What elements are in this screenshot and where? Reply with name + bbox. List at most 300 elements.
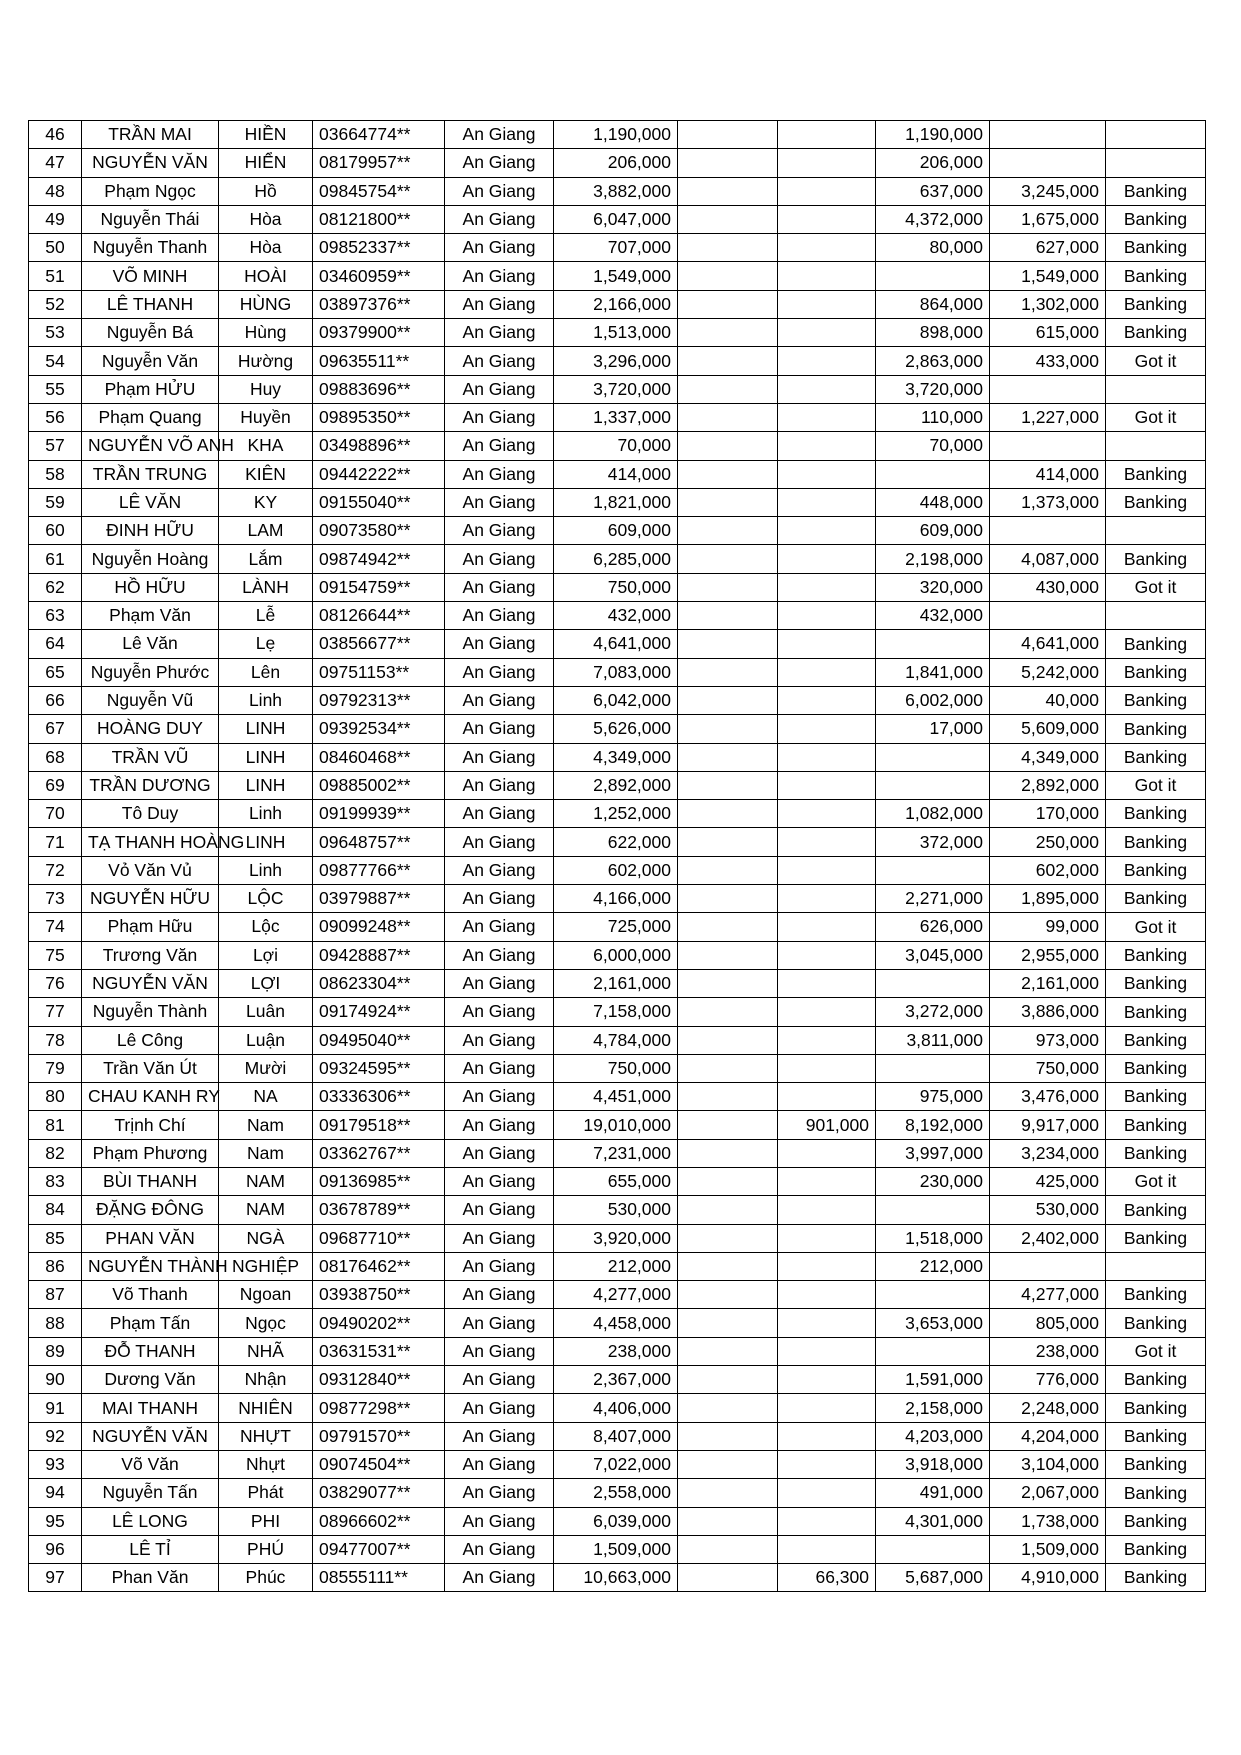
province-cell: An Giang (445, 1111, 554, 1139)
row-number-cell: 53 (29, 319, 82, 347)
first-name-cell: Hòa (219, 234, 313, 262)
table-row (29, 800, 1206, 828)
row-number-cell: 93 (29, 1450, 82, 1478)
row-number-cell: 57 (29, 432, 82, 460)
last-name-cell: HOÀNG DUY (82, 715, 219, 743)
last-name-cell: LÊ THANH (82, 290, 219, 318)
amount-col-2-cell (778, 121, 876, 149)
last-name-cell: Lê Văn (82, 630, 219, 658)
amount-col-2-cell (778, 630, 876, 658)
table-row (29, 149, 1206, 177)
province-cell: An Giang (445, 1083, 554, 1111)
last-name-cell: LÊ LONG (82, 1507, 219, 1535)
total-amount-cell: 622,000 (554, 828, 678, 856)
table-row (29, 1309, 1206, 1337)
amount-col-2-cell (778, 913, 876, 941)
row-number-cell: 78 (29, 1026, 82, 1054)
amount-col-1-cell (678, 573, 778, 601)
last-name-cell: NGUYỄN VĂN (82, 1422, 219, 1450)
amount-col-2-cell (778, 1196, 876, 1224)
row-number-cell: 86 (29, 1252, 82, 1280)
table-row (29, 460, 1206, 488)
amount-col-3-cell: 2,158,000 (876, 1394, 990, 1422)
amount-col-4-cell: 805,000 (990, 1309, 1106, 1337)
amount-col-4-cell: 1,373,000 (990, 488, 1106, 516)
province-cell: An Giang (445, 290, 554, 318)
province-cell: An Giang (445, 347, 554, 375)
total-amount-cell: 7,231,000 (554, 1139, 678, 1167)
amount-col-4-cell: 3,476,000 (990, 1083, 1106, 1111)
amount-col-2-cell (778, 1083, 876, 1111)
table-row (29, 1394, 1206, 1422)
payment-method-cell: Banking (1106, 1224, 1206, 1252)
phone-cell: 03362767** (313, 1139, 445, 1167)
amount-col-4-cell: 627,000 (990, 234, 1106, 262)
amount-col-4-cell: 2,955,000 (990, 941, 1106, 969)
payment-method-cell: Banking (1106, 1281, 1206, 1309)
payment-method-cell: Banking (1106, 545, 1206, 573)
first-name-cell: NGHIỆP (219, 1252, 313, 1280)
last-name-cell: ĐINH HỮU (82, 517, 219, 545)
amount-col-4-cell (990, 602, 1106, 630)
first-name-cell: Nhựt (219, 1450, 313, 1478)
row-number-cell: 76 (29, 969, 82, 997)
phone-cell: 09477007** (313, 1535, 445, 1563)
amount-col-1-cell (678, 885, 778, 913)
amount-col-4-cell: 9,917,000 (990, 1111, 1106, 1139)
amount-col-3-cell: 3,720,000 (876, 375, 990, 403)
first-name-cell: NHÃ (219, 1337, 313, 1365)
total-amount-cell: 5,626,000 (554, 715, 678, 743)
last-name-cell: TRẦN TRUNG (82, 460, 219, 488)
amount-col-4-cell: 238,000 (990, 1337, 1106, 1365)
last-name-cell: Phạm Tấn (82, 1309, 219, 1337)
first-name-cell: LỢI (219, 969, 313, 997)
last-name-cell: Phạm Quang (82, 403, 219, 431)
province-cell: An Giang (445, 686, 554, 714)
amount-col-3-cell: 80,000 (876, 234, 990, 262)
total-amount-cell: 8,407,000 (554, 1422, 678, 1450)
last-name-cell: Nguyễn Thanh (82, 234, 219, 262)
amount-col-3-cell: 609,000 (876, 517, 990, 545)
first-name-cell: KHA (219, 432, 313, 460)
table-row (29, 1337, 1206, 1365)
amount-col-1-cell (678, 1196, 778, 1224)
table-row (29, 998, 1206, 1026)
row-number-cell: 60 (29, 517, 82, 545)
total-amount-cell: 238,000 (554, 1337, 678, 1365)
table-row (29, 234, 1206, 262)
payment-method-cell: Banking (1106, 205, 1206, 233)
amount-col-1-cell (678, 1450, 778, 1478)
first-name-cell: LAM (219, 517, 313, 545)
phone-cell: 09099248** (313, 913, 445, 941)
total-amount-cell: 4,451,000 (554, 1083, 678, 1111)
amount-col-3-cell (876, 262, 990, 290)
row-number-cell: 59 (29, 488, 82, 516)
province-cell: An Giang (445, 1139, 554, 1167)
payment-method-cell: Banking (1106, 941, 1206, 969)
amount-col-1-cell (678, 630, 778, 658)
table-row (29, 573, 1206, 601)
phone-cell: 09490202** (313, 1309, 445, 1337)
payment-method-cell: Banking (1106, 262, 1206, 290)
province-cell: An Giang (445, 460, 554, 488)
amount-col-1-cell (678, 432, 778, 460)
row-number-cell: 87 (29, 1281, 82, 1309)
amount-col-4-cell: 1,302,000 (990, 290, 1106, 318)
amount-col-3-cell: 2,863,000 (876, 347, 990, 375)
amount-col-3-cell (876, 969, 990, 997)
amount-col-2-cell (778, 1366, 876, 1394)
payment-method-cell: Got it (1106, 403, 1206, 431)
amount-col-1-cell (678, 1026, 778, 1054)
table-row (29, 602, 1206, 630)
last-name-cell: TRẦN VŨ (82, 743, 219, 771)
amount-col-4-cell: 2,067,000 (990, 1479, 1106, 1507)
province-cell: An Giang (445, 800, 554, 828)
amount-col-1-cell (678, 234, 778, 262)
payment-method-cell: Got it (1106, 1167, 1206, 1195)
first-name-cell: Huy (219, 375, 313, 403)
row-number-cell: 55 (29, 375, 82, 403)
last-name-cell: Nguyễn Thành (82, 998, 219, 1026)
amount-col-2-cell (778, 1507, 876, 1535)
last-name-cell: Phan Văn (82, 1564, 219, 1592)
row-number-cell: 83 (29, 1167, 82, 1195)
first-name-cell: HIỂN (219, 149, 313, 177)
amount-col-4-cell: 1,549,000 (990, 262, 1106, 290)
row-number-cell: 71 (29, 828, 82, 856)
amount-col-2-cell (778, 1479, 876, 1507)
row-number-cell: 77 (29, 998, 82, 1026)
total-amount-cell: 7,022,000 (554, 1450, 678, 1478)
table-row (29, 1054, 1206, 1082)
amount-col-3-cell: 864,000 (876, 290, 990, 318)
amount-col-2-cell (778, 856, 876, 884)
amount-col-3-cell: 1,591,000 (876, 1366, 990, 1394)
row-number-cell: 51 (29, 262, 82, 290)
table-row (29, 1564, 1206, 1592)
payment-method-cell: Banking (1106, 1479, 1206, 1507)
table-row (29, 715, 1206, 743)
payment-method-cell: Banking (1106, 1450, 1206, 1478)
amount-col-3-cell: 3,918,000 (876, 1450, 990, 1478)
phone-cell: 09792313** (313, 686, 445, 714)
amount-col-1-cell (678, 460, 778, 488)
row-number-cell: 74 (29, 913, 82, 941)
amount-col-1-cell (678, 969, 778, 997)
total-amount-cell: 6,000,000 (554, 941, 678, 969)
first-name-cell: LỘC (219, 885, 313, 913)
last-name-cell: Nguyễn Tấn (82, 1479, 219, 1507)
row-number-cell: 49 (29, 205, 82, 233)
amount-col-2-cell (778, 828, 876, 856)
amount-col-4-cell (990, 1252, 1106, 1280)
amount-col-4-cell: 1,895,000 (990, 885, 1106, 913)
table-row (29, 743, 1206, 771)
payment-method-cell: Got it (1106, 347, 1206, 375)
province-cell: An Giang (445, 573, 554, 601)
amount-col-3-cell (876, 630, 990, 658)
amount-col-4-cell: 776,000 (990, 1366, 1106, 1394)
amount-col-3-cell: 4,372,000 (876, 205, 990, 233)
row-number-cell: 67 (29, 715, 82, 743)
first-name-cell: NAM (219, 1167, 313, 1195)
amount-col-2-cell (778, 573, 876, 601)
row-number-cell: 70 (29, 800, 82, 828)
amount-col-1-cell (678, 545, 778, 573)
phone-cell: 09687710** (313, 1224, 445, 1252)
amount-col-3-cell: 320,000 (876, 573, 990, 601)
payment-method-cell (1106, 432, 1206, 460)
payment-method-cell: Banking (1106, 856, 1206, 884)
first-name-cell: Hường (219, 347, 313, 375)
amount-col-1-cell (678, 800, 778, 828)
amount-col-1-cell (678, 1479, 778, 1507)
total-amount-cell: 707,000 (554, 234, 678, 262)
last-name-cell: Tô Duy (82, 800, 219, 828)
amount-col-3-cell (876, 1054, 990, 1082)
province-cell: An Giang (445, 205, 554, 233)
phone-cell: 09885002** (313, 771, 445, 799)
amount-col-4-cell: 1,509,000 (990, 1535, 1106, 1563)
amount-col-3-cell (876, 460, 990, 488)
amount-col-2-cell (778, 1450, 876, 1478)
amount-col-4-cell: 430,000 (990, 573, 1106, 601)
province-cell: An Giang (445, 658, 554, 686)
payment-method-cell: Banking (1106, 1564, 1206, 1592)
total-amount-cell: 3,296,000 (554, 347, 678, 375)
phone-cell: 03336306** (313, 1083, 445, 1111)
total-amount-cell: 6,039,000 (554, 1507, 678, 1535)
first-name-cell: Lên (219, 658, 313, 686)
amount-col-4-cell: 3,234,000 (990, 1139, 1106, 1167)
total-amount-cell: 6,042,000 (554, 686, 678, 714)
amount-col-4-cell: 4,349,000 (990, 743, 1106, 771)
amount-col-3-cell: 70,000 (876, 432, 990, 460)
phone-cell: 09895350** (313, 403, 445, 431)
province-cell: An Giang (445, 1450, 554, 1478)
amount-col-2-cell (778, 885, 876, 913)
first-name-cell: Hòa (219, 205, 313, 233)
amount-col-1-cell (678, 290, 778, 318)
table-row (29, 488, 1206, 516)
table-row (29, 177, 1206, 205)
row-number-cell: 62 (29, 573, 82, 601)
amount-col-2-cell (778, 460, 876, 488)
last-name-cell: Võ Thanh (82, 1281, 219, 1309)
total-amount-cell: 1,509,000 (554, 1535, 678, 1563)
table-row (29, 913, 1206, 941)
amount-col-4-cell: 615,000 (990, 319, 1106, 347)
row-number-cell: 91 (29, 1394, 82, 1422)
table-row (29, 517, 1206, 545)
row-number-cell: 52 (29, 290, 82, 318)
table-body (29, 121, 1206, 1592)
amount-col-1-cell (678, 1394, 778, 1422)
province-cell: An Giang (445, 432, 554, 460)
data-table (28, 120, 1206, 1592)
amount-col-2-cell (778, 234, 876, 262)
phone-cell: 09877298** (313, 1394, 445, 1422)
table-row (29, 686, 1206, 714)
last-name-cell: MAI THANH (82, 1394, 219, 1422)
table-row (29, 403, 1206, 431)
total-amount-cell: 4,166,000 (554, 885, 678, 913)
payment-method-cell (1106, 121, 1206, 149)
amount-col-1-cell (678, 1309, 778, 1337)
table-row (29, 375, 1206, 403)
last-name-cell: Lê Công (82, 1026, 219, 1054)
last-name-cell: ĐỖ THANH (82, 1337, 219, 1365)
amount-col-1-cell (678, 1281, 778, 1309)
payment-method-cell: Banking (1106, 234, 1206, 262)
total-amount-cell: 7,158,000 (554, 998, 678, 1026)
table-row (29, 1366, 1206, 1394)
amount-col-2-cell (778, 800, 876, 828)
total-amount-cell: 4,641,000 (554, 630, 678, 658)
amount-col-2-cell: 66,300 (778, 1564, 876, 1592)
phone-cell: 08179957** (313, 149, 445, 177)
total-amount-cell: 1,252,000 (554, 800, 678, 828)
phone-cell: 09751153** (313, 658, 445, 686)
table-row (29, 1224, 1206, 1252)
table-row (29, 1083, 1206, 1111)
row-number-cell: 61 (29, 545, 82, 573)
province-cell: An Giang (445, 715, 554, 743)
amount-col-2-cell (778, 941, 876, 969)
amount-col-1-cell (678, 856, 778, 884)
province-cell: An Giang (445, 998, 554, 1026)
amount-col-2-cell (778, 1026, 876, 1054)
amount-col-2-cell (778, 715, 876, 743)
phone-cell: 09845754** (313, 177, 445, 205)
amount-col-4-cell: 530,000 (990, 1196, 1106, 1224)
province-cell: An Giang (445, 1535, 554, 1563)
first-name-cell: PHÚ (219, 1535, 313, 1563)
payment-method-cell: Banking (1106, 319, 1206, 347)
payment-method-cell: Banking (1106, 460, 1206, 488)
last-name-cell: TẠ THANH HOÀNG (82, 828, 219, 856)
amount-col-3-cell: 5,687,000 (876, 1564, 990, 1592)
amount-col-2-cell (778, 488, 876, 516)
amount-col-1-cell (678, 149, 778, 177)
payment-method-cell: Banking (1106, 800, 1206, 828)
first-name-cell: Linh (219, 686, 313, 714)
total-amount-cell: 1,549,000 (554, 262, 678, 290)
amount-col-3-cell (876, 856, 990, 884)
first-name-cell: Lợi (219, 941, 313, 969)
phone-cell: 09073580** (313, 517, 445, 545)
amount-col-1-cell (678, 1507, 778, 1535)
last-name-cell: CHAU KANH RY (82, 1083, 219, 1111)
phone-cell: 09874942** (313, 545, 445, 573)
total-amount-cell: 4,458,000 (554, 1309, 678, 1337)
last-name-cell: LÊ TỈ (82, 1535, 219, 1563)
payment-method-cell: Got it (1106, 771, 1206, 799)
province-cell: An Giang (445, 517, 554, 545)
table-row (29, 885, 1206, 913)
first-name-cell: Nam (219, 1111, 313, 1139)
total-amount-cell: 750,000 (554, 573, 678, 601)
row-number-cell: 50 (29, 234, 82, 262)
payment-method-cell: Banking (1106, 1026, 1206, 1054)
last-name-cell: BÙI THANH (82, 1167, 219, 1195)
payment-method-cell: Banking (1106, 715, 1206, 743)
payment-method-cell: Banking (1106, 1422, 1206, 1450)
total-amount-cell: 725,000 (554, 913, 678, 941)
payment-method-cell: Banking (1106, 630, 1206, 658)
total-amount-cell: 530,000 (554, 1196, 678, 1224)
amount-col-2-cell (778, 743, 876, 771)
province-cell: An Giang (445, 121, 554, 149)
amount-col-1-cell (678, 1054, 778, 1082)
total-amount-cell: 1,513,000 (554, 319, 678, 347)
amount-col-4-cell: 2,402,000 (990, 1224, 1106, 1252)
total-amount-cell: 1,337,000 (554, 403, 678, 431)
table-row (29, 771, 1206, 799)
amount-col-3-cell: 448,000 (876, 488, 990, 516)
amount-col-1-cell (678, 1167, 778, 1195)
amount-col-3-cell: 898,000 (876, 319, 990, 347)
total-amount-cell: 10,663,000 (554, 1564, 678, 1592)
table-row (29, 941, 1206, 969)
row-number-cell: 90 (29, 1366, 82, 1394)
table-row (29, 290, 1206, 318)
province-cell: An Giang (445, 403, 554, 431)
amount-col-4-cell: 2,248,000 (990, 1394, 1106, 1422)
first-name-cell: Linh (219, 800, 313, 828)
amount-col-2-cell (778, 1252, 876, 1280)
table-row (29, 1535, 1206, 1563)
last-name-cell: TRẦN MAI (82, 121, 219, 149)
payment-method-cell: Banking (1106, 1366, 1206, 1394)
last-name-cell: NGUYỄN VÕ ANH (82, 432, 219, 460)
last-name-cell: Trương Văn (82, 941, 219, 969)
payment-method-cell (1106, 375, 1206, 403)
amount-col-3-cell: 8,192,000 (876, 1111, 990, 1139)
amount-col-3-cell: 3,653,000 (876, 1309, 990, 1337)
amount-col-2-cell (778, 686, 876, 714)
first-name-cell: Luân (219, 998, 313, 1026)
phone-cell: 09379900** (313, 319, 445, 347)
amount-col-1-cell (678, 1252, 778, 1280)
amount-col-1-cell (678, 205, 778, 233)
table-row (29, 432, 1206, 460)
phone-cell: 09136985** (313, 1167, 445, 1195)
province-cell: An Giang (445, 1564, 554, 1592)
amount-col-2-cell (778, 998, 876, 1026)
province-cell: An Giang (445, 234, 554, 262)
last-name-cell: Vỏ Văn Vủ (82, 856, 219, 884)
amount-col-1-cell (678, 262, 778, 290)
amount-col-4-cell: 973,000 (990, 1026, 1106, 1054)
first-name-cell: PHI (219, 1507, 313, 1535)
amount-col-3-cell: 4,301,000 (876, 1507, 990, 1535)
table-row (29, 319, 1206, 347)
last-name-cell: TRẦN DƯƠNG (82, 771, 219, 799)
table-row (29, 969, 1206, 997)
amount-col-4-cell: 602,000 (990, 856, 1106, 884)
phone-cell: 09852337** (313, 234, 445, 262)
row-number-cell: 96 (29, 1535, 82, 1563)
row-number-cell: 66 (29, 686, 82, 714)
province-cell: An Giang (445, 1281, 554, 1309)
total-amount-cell: 4,784,000 (554, 1026, 678, 1054)
province-cell: An Giang (445, 262, 554, 290)
first-name-cell: Lộc (219, 913, 313, 941)
